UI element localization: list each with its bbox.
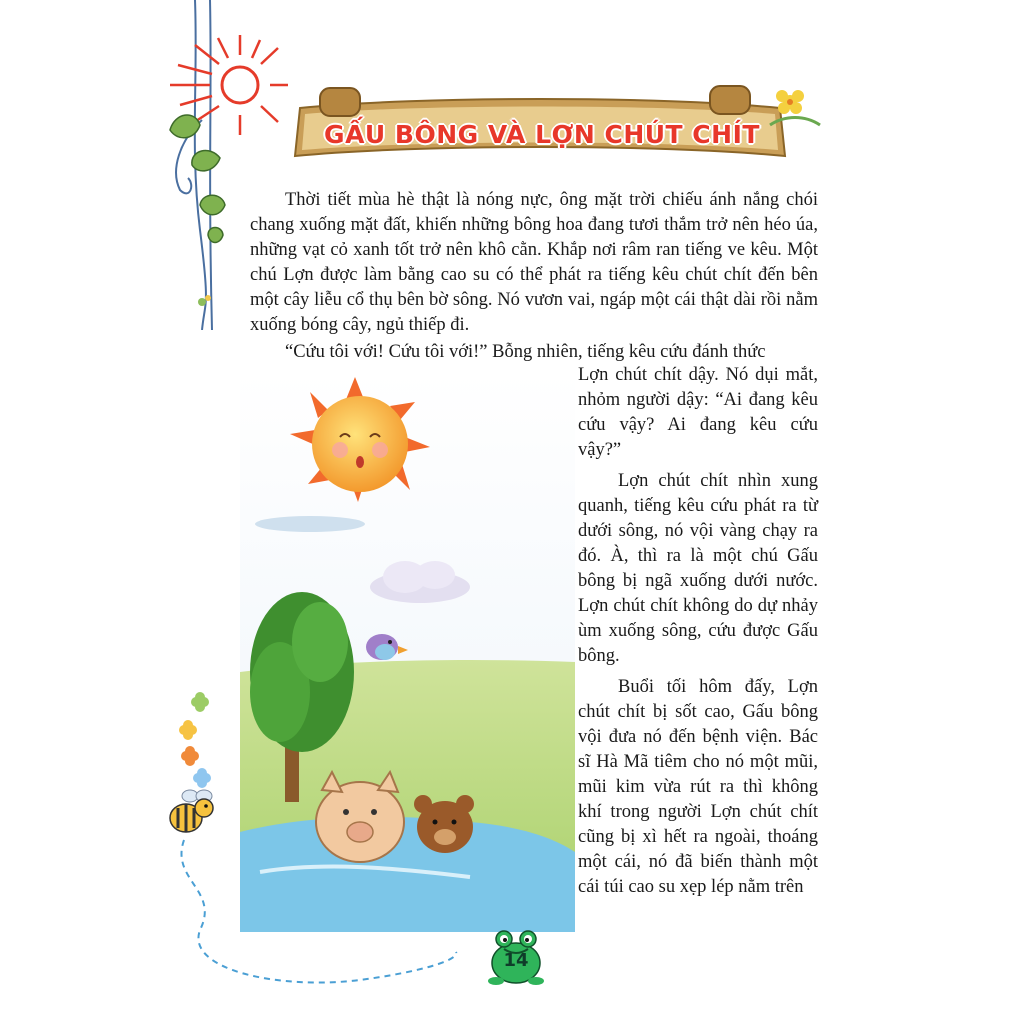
bee-icon [170,790,213,832]
paragraph-4: Buổi tối hôm đấy, Lợn chút chít bị sốt cao, Gấu bông vội đưa nó đến bệnh viện. Bác sĩ Hà Mã tiêm cho nó một mũi, mũi kim vừa rút ra thì không khí trong người Lợn chút chít cũng bị xì hết ra ngoài, thoáng một cái, nó đã biến thành một cái túi cao su xẹp lép nằm trên [578,677,818,897]
page-title: GẤU BÔNG VÀ LỢN CHÚT CHÍT [324,120,760,149]
paragraph-1: Thời tiết mùa hè thật là nóng nực, ông mặt trời chiếu ánh nắng chói chang xuống mặt đất, khiến những bông hoa đang tươi thắm trở nên héo úa, những vạt cỏ xanh tốt trở nên khô cằn. Khắp nơi râm ran tiếng ve kêu. Một chú Lợn được làm bằng cao su có thể phát ra tiếng kêu chút chít đến bên một cây liễu cổ thụ bên bờ sông. Nó vươn vai, ngáp một cái thật dài rồi nằm xuống bóng cây, ngủ thiếp đi. [250,190,818,335]
flower-icon [179,692,211,788]
paragraph-2-rest: Lợn chút chít dậy. Nó dụi mắt, nhỏm người dậy: “Ai đang kêu cứu vậy? Ai đang kêu cứu vậy?” [578,365,818,460]
flower-icon [760,80,830,140]
paragraph-3: Lợn chút chít nhìn xung quanh, tiếng kêu cứu phát ra từ dưới sông, nó vội vàng chạy ra đó. À, thì ra là một chú Gấu bông bị ngã xuống dưới nước. Lợn chút chít không do dự nhảy ùm xuống sông, cứu được Gấu bông. [578,471,818,666]
bee-trail-decoration [160,690,490,1010]
page-number: 14 [503,950,529,971]
text-column [578,363,818,900]
paragraph-2-first-line: “Cứu tôi với! Cứu tôi với!” Bỗng nhiên, tiếng kêu cứu đánh thức [285,342,766,362]
